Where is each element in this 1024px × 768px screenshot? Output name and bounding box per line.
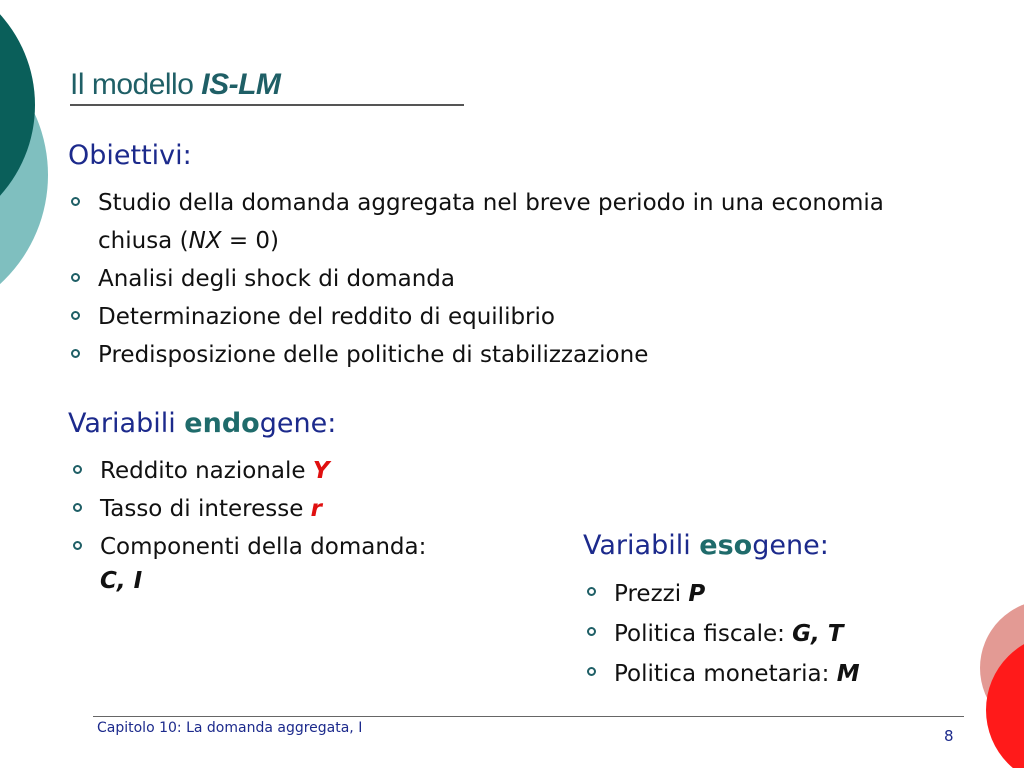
slide-title: Il modello IS-LM [70, 68, 281, 101]
list-item: Politica monetaria: M [584, 654, 944, 694]
bullet-icon [73, 465, 82, 474]
bullet-icon [71, 273, 80, 282]
bullet-icon [587, 627, 596, 636]
bullet-icon [73, 503, 82, 512]
exogenous-heading: Variabili esogene: [583, 530, 829, 561]
list-item: Componenti della domanda: C, I [70, 528, 520, 598]
bullet-icon [71, 311, 80, 320]
title-underline [70, 104, 464, 106]
endogenous-list [70, 452, 520, 598]
footer-divider [93, 716, 964, 717]
bullet-icon [71, 349, 80, 358]
objectives-heading: Obiettivi: [68, 140, 192, 171]
list-item: Determinazione del reddito di equilibrio [68, 298, 948, 336]
objectives-list [68, 184, 948, 374]
list-item: Studio della domanda aggregata nel breve periodo in una economia chiusa (NX = 0) [68, 184, 948, 260]
right-decoration [960, 600, 1024, 768]
bullet-icon [587, 587, 596, 596]
exogenous-list [584, 574, 944, 694]
list-item: Politica fiscale: G, T [584, 614, 944, 654]
list-item: Predisposizione delle politiche di stabilizzazione [68, 336, 948, 374]
bullet-icon [71, 197, 80, 206]
page-number: 8 [944, 727, 954, 745]
list-item: Prezzi P [584, 574, 944, 614]
bullet-icon [587, 667, 596, 676]
list-item: Reddito nazionale Y [70, 452, 520, 490]
footer-chapter: Capitolo 10: La domanda aggregata, I [97, 720, 363, 736]
left-decoration [0, 0, 60, 300]
bullet-icon [73, 541, 82, 550]
list-item: Analisi degli shock di domanda [68, 260, 948, 298]
endogenous-heading: Variabili endogene: [68, 408, 337, 439]
list-item: Tasso di interesse r [70, 490, 520, 528]
